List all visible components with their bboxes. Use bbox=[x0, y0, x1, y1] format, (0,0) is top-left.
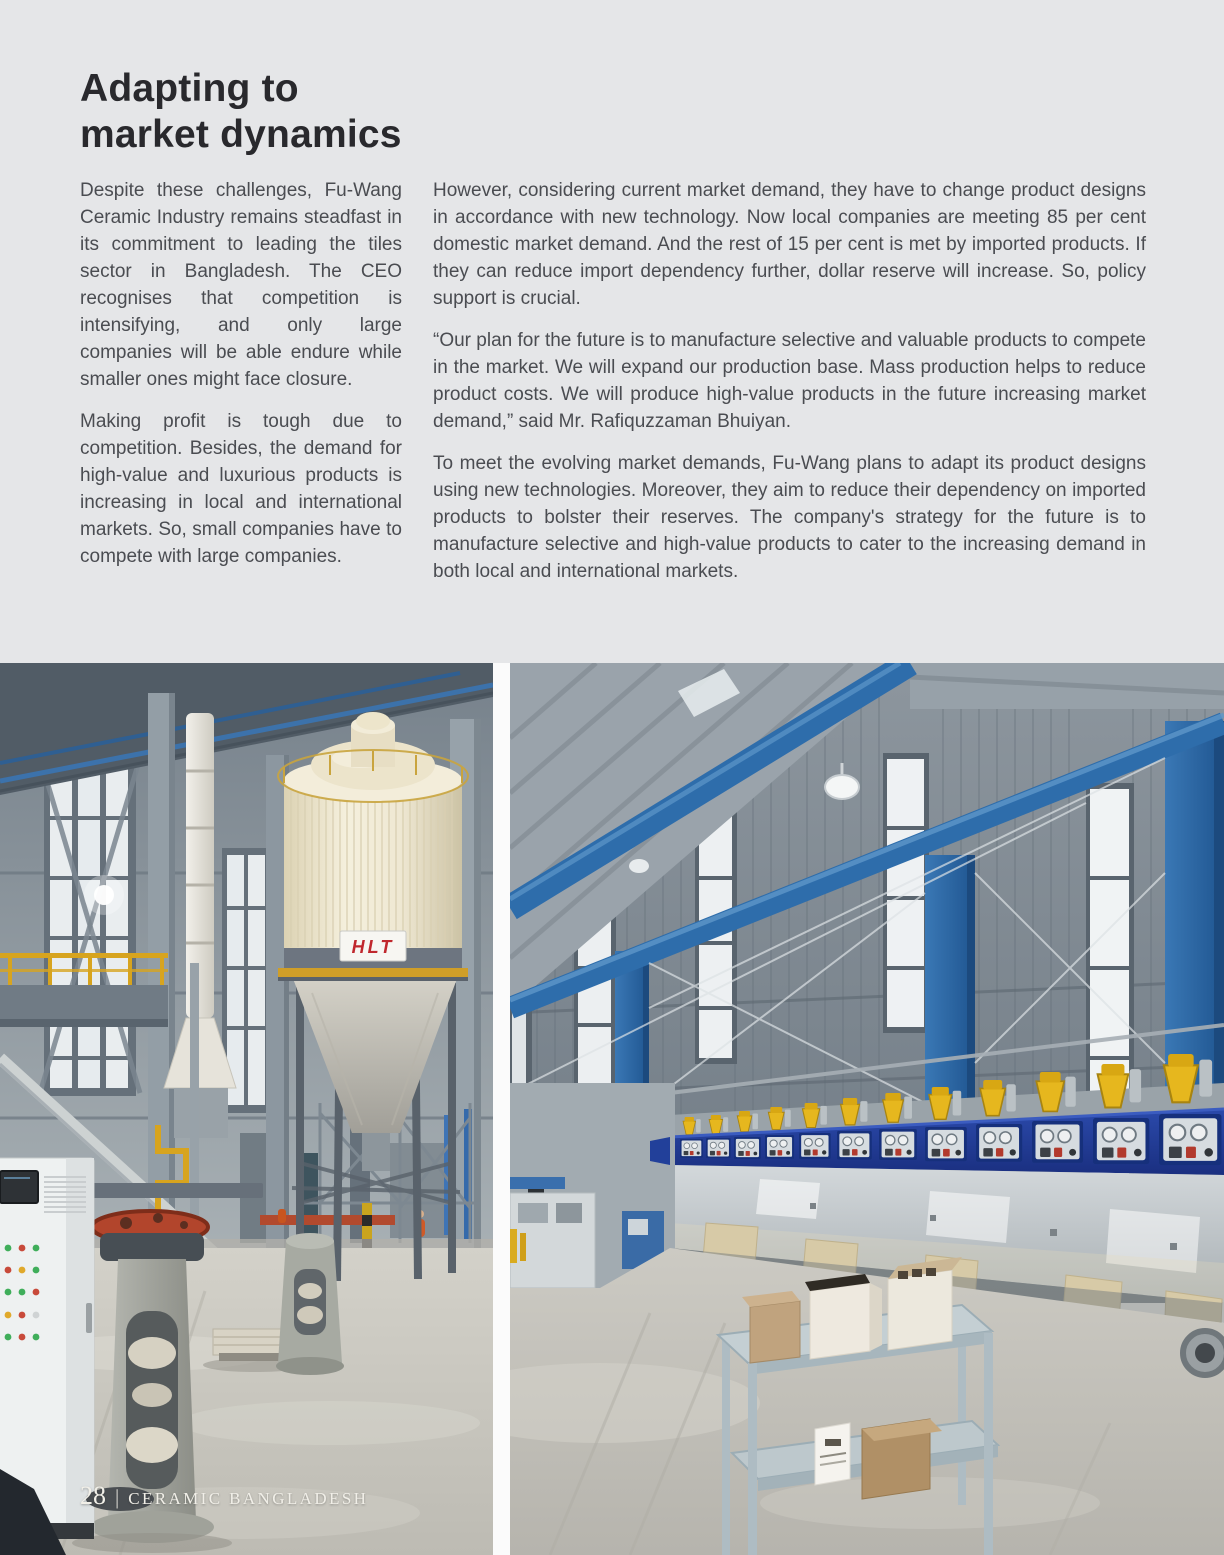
white-box bbox=[888, 1270, 952, 1350]
machine-porthole bbox=[1183, 1331, 1224, 1375]
silo-body bbox=[284, 778, 462, 950]
article-body bbox=[80, 177, 1146, 585]
window-bank-left bbox=[40, 751, 140, 1096]
right-column bbox=[433, 177, 1146, 585]
cardboard-box bbox=[750, 1301, 800, 1363]
paragraph: Despite these challenges, Fu-Wang Ceramic Industry remains steadfast in its commitment to leading the tiles sector in Bangladesh. The CEO recognises that competition is intensifying, and only large companies will be able endure while smaller ones might face closure. bbox=[80, 180, 402, 390]
page-title bbox=[80, 66, 402, 158]
title-line-1: Adapting to bbox=[80, 67, 299, 110]
left-column bbox=[80, 177, 402, 585]
light-flare bbox=[84, 875, 124, 915]
silo-brand-label: HLT bbox=[351, 937, 395, 957]
paragraph: Making profit is tough due to competition. Besides, the demand for high-value and luxurious products is increasing in local and international markets. So, small companies have to compete with large companies. bbox=[80, 411, 402, 567]
paragraph: However, considering current market demand, they have to change product designs in accordance with new technology. Now local companies are meeting 85 per cent domestic market demand. And the rest of 15 per cent is met by imported products. If they can reduce import dependency further, dollar reserve will increase. So, policy support is crucial. bbox=[433, 180, 1146, 309]
pedestal-machine bbox=[276, 1233, 344, 1375]
page-footer bbox=[80, 1481, 368, 1511]
page-number: 28 bbox=[80, 1481, 106, 1510]
paragraph: To meet the evolving market demands, Fu-Wang plans to adapt its product designs using new technologies. Moreover, they aim to reduce their dependency on imported products to bolster their reserves. The company's strategy for the future is to manufacture selective and high-value products to cater to the increasing demand in both local and international markets. bbox=[433, 453, 1146, 582]
factory-silo-illustration bbox=[0, 663, 493, 1555]
footer-separator: | bbox=[115, 1485, 120, 1509]
title-line-2: market dynamics bbox=[80, 113, 402, 156]
paragraph: “Our plan for the future is to manufacture selective and valuable products to compete in the market. We will expand our production base. Mass production helps to reduce product costs. We will produce high-value products in the future increasing market demand,” said Mr. Rafiquzzaman Bhuiyan. bbox=[433, 330, 1146, 432]
left-background-machines bbox=[510, 1083, 675, 1288]
photo-strip bbox=[0, 663, 1224, 1555]
photo-polishing-line bbox=[510, 663, 1224, 1555]
photo-factory-silo bbox=[0, 663, 493, 1555]
cabinet-screen bbox=[0, 1171, 38, 1203]
magazine-title: CERAMIC BANGLADESH bbox=[128, 1489, 369, 1508]
white-box bbox=[810, 1283, 870, 1359]
polishing-line-illustration bbox=[510, 663, 1224, 1555]
